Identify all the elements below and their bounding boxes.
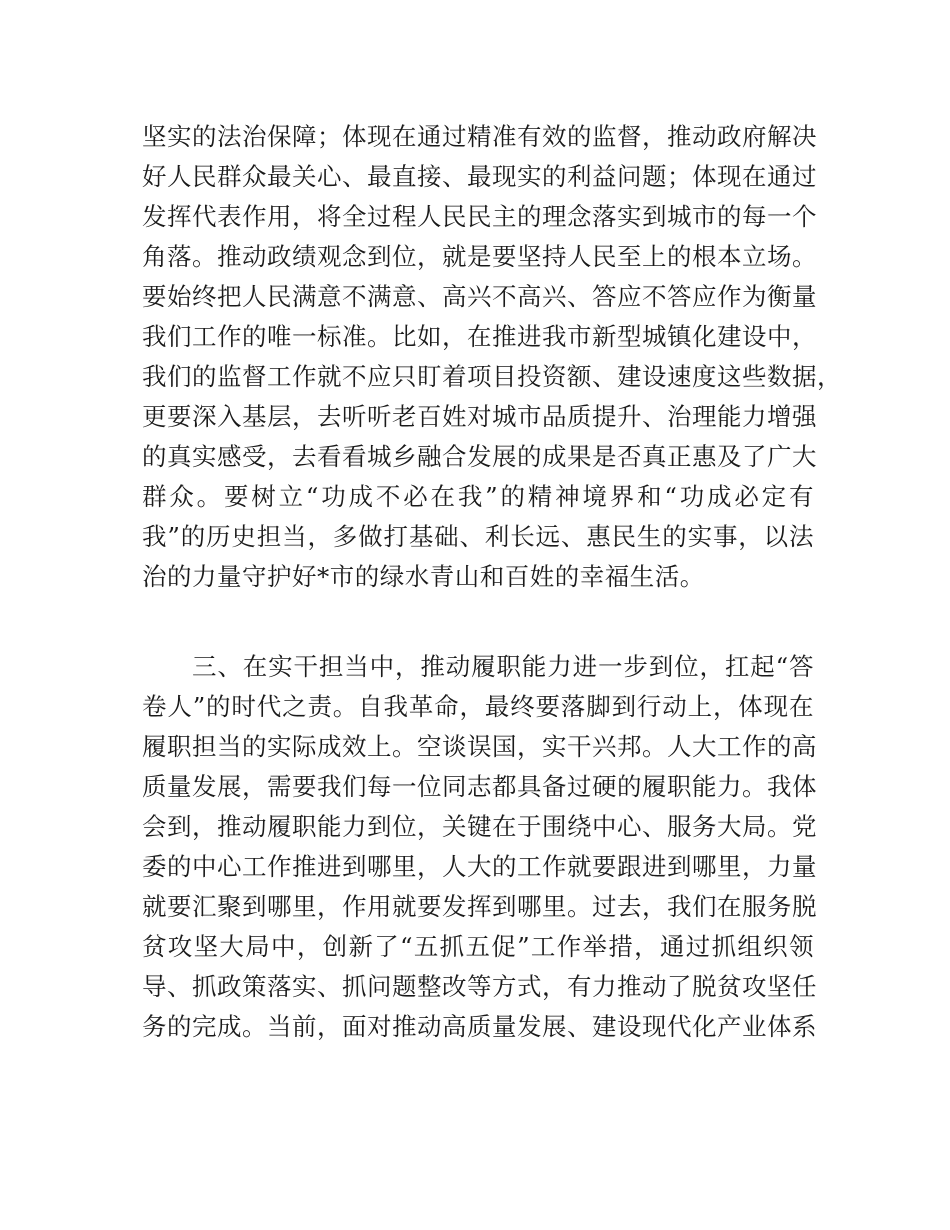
text-line: 更要深入基层，去听听老百姓对城市品质提升、治理能力增强	[142, 402, 817, 431]
text-line: 要始终把人民满意不满意、高兴不高兴、答应不答应作为衡量	[142, 282, 817, 311]
paragraph-1	[142, 117, 842, 597]
text-line: 务的完成。当前，面对推动高质量发展、建设现代化产业体系	[142, 1012, 817, 1041]
text-line: 角落。推动政绩观念到位，就是要坚持人民至上的根本立场。	[142, 242, 817, 271]
paragraph-2	[142, 647, 817, 1047]
text-line: 我们的监督工作就不应只盯着项目投资额、建设速度这些数据，	[142, 362, 842, 391]
text-line: 的真实感受，去看看城乡融合发展的成果是否真正惠及了广大	[142, 442, 817, 471]
text-line: 会到，推动履职能力到位，关键在于围绕中心、服务大局。党	[142, 812, 817, 841]
text-line: 履职担当的实际成效上。空谈误国，实干兴邦。人大工作的高	[142, 732, 817, 761]
text-line: 好人民群众最关心、最直接、最现实的利益问题；体现在通过	[142, 162, 817, 191]
text-line: 坚实的法治保障；体现在通过精准有效的监督，推动政府解决	[142, 122, 817, 151]
text-line: 导、抓政策落实、抓问题整改等方式，有力推动了脱贫攻坚任	[142, 972, 817, 1001]
text-line: 就要汇聚到哪里，作用就要发挥到哪里。过去，我们在服务脱	[142, 892, 817, 921]
text-line: 卷人”的时代之责。自我革命，最终要落脚到行动上，体现在	[142, 692, 814, 721]
text-line: 发挥代表作用，将全过程人民民主的理念落实到城市的每一个	[142, 202, 817, 231]
text-line: 委的中心工作推进到哪里，人大的工作就要跟进到哪里，力量	[142, 852, 817, 881]
text-line: 质量发展，需要我们每一位同志都具备过硬的履职能力。我体	[142, 772, 817, 801]
text-line: 我”的历史担当，多做打基础、利长远、惠民生的实事，以法	[142, 522, 814, 551]
text-line: 我们工作的唯一标准。比如，在推进我市新型城镇化建设中，	[142, 322, 817, 351]
text-line: 治的力量守护好*市的绿水青山和百姓的幸福生活。	[142, 562, 705, 591]
text-line: 三、在实干担当中，推动履职能力进一步到位，扛起“答	[192, 652, 814, 681]
text-line: 贫攻坚大局中，创新了“五抓五促”工作举措，通过抓组织领	[142, 932, 814, 961]
text-line: 群众。要树立“功成不必在我”的精神境界和“功成必定有	[142, 482, 814, 511]
